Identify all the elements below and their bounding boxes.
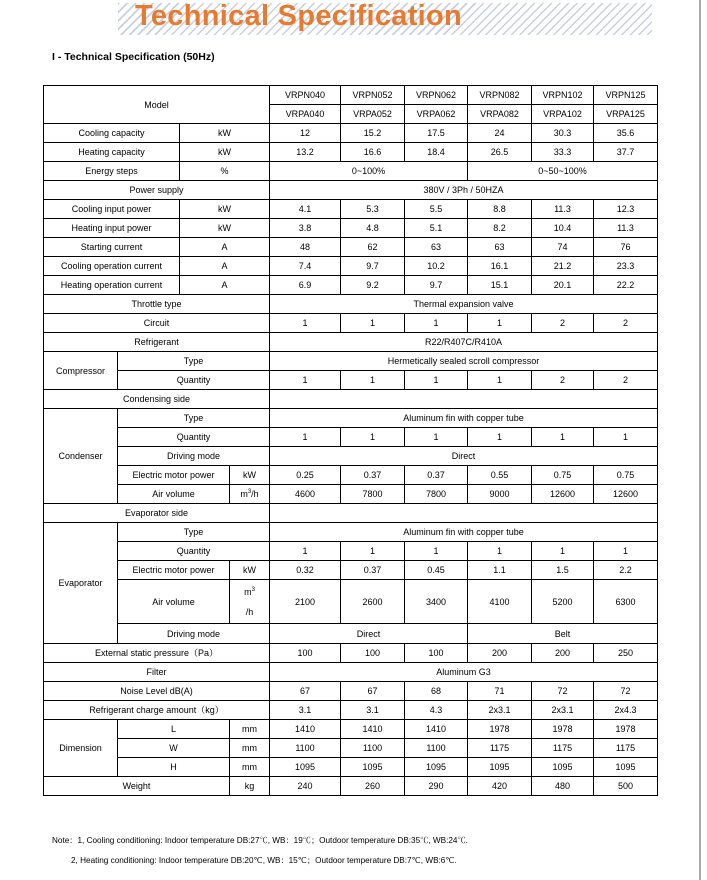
row-label: H	[118, 758, 230, 777]
model-name-cell: VRPN102	[532, 86, 594, 105]
value-cell: 290	[405, 777, 468, 796]
value-cell: 35.6	[594, 124, 658, 143]
value-cell: 9.7	[341, 257, 405, 276]
value-cell: 2600	[341, 580, 405, 624]
table-row	[44, 314, 658, 333]
row-label: Cooling operation current	[44, 257, 180, 276]
model-name-cell: VRPN082	[468, 86, 532, 105]
model-name-cell: VRPA062	[405, 105, 468, 124]
row-label: Quantity	[118, 371, 270, 390]
spec-cell: Aluminum fin with copper tube	[270, 409, 658, 428]
value-cell: 8.2	[468, 219, 532, 238]
row-label: Refrigerant charge amount（kg）	[44, 701, 270, 720]
value-cell: 5.1	[405, 219, 468, 238]
value-cell: 4.1	[270, 200, 341, 219]
spec-cell: R22/R407C/R410A	[270, 333, 658, 352]
table-row	[44, 663, 658, 682]
value-cell: 11.3	[532, 200, 594, 219]
value-cell: 4.8	[341, 219, 405, 238]
value-cell: 0.37	[341, 466, 405, 485]
value-cell: 100	[341, 644, 405, 663]
value-cell: 1978	[594, 720, 658, 739]
value-cell: 1	[468, 542, 532, 561]
table-row	[44, 390, 658, 409]
model-name-cell: VRPA082	[468, 105, 532, 124]
unit-rest: /h	[251, 489, 259, 499]
table-row	[44, 143, 658, 162]
value-cell: 2x3.1	[532, 701, 594, 720]
table-row	[44, 561, 658, 580]
value-cell: 48	[270, 238, 341, 257]
spec-cell: Hermetically sealed scroll compressor	[270, 352, 658, 371]
value-cell: 68	[405, 682, 468, 701]
value-cell: 2	[532, 371, 594, 390]
value-cell: 7.4	[270, 257, 341, 276]
row-label: Circuit	[44, 314, 270, 333]
table-row	[44, 295, 658, 314]
value-cell: 1095	[341, 758, 405, 777]
value-cell: 1	[341, 371, 405, 390]
value-cell: 26.5	[468, 143, 532, 162]
value-cell: 1175	[468, 739, 532, 758]
section-label: Evaporator side	[44, 504, 270, 523]
value-cell: 13.2	[270, 143, 341, 162]
value-cell: 1	[270, 314, 341, 333]
table-row	[44, 644, 658, 663]
model-header: Model	[44, 86, 270, 124]
row-label: Electric motor power	[118, 466, 230, 485]
note-line-1: Note：1, Cooling conditioning: Indoor temperature DB:27℃, WB：19℃；Outdoor temperature DB:35℃, WB:24℃.	[52, 836, 468, 845]
value-cell: 74	[532, 238, 594, 257]
row-label: Weight	[44, 777, 230, 796]
value-cell: 1	[405, 314, 468, 333]
value-cell: 5.5	[405, 200, 468, 219]
value-cell: 9.2	[341, 276, 405, 295]
table-row	[44, 428, 658, 447]
row-label: Noise Level dB(A)	[44, 682, 270, 701]
section-subtitle: I - Technical Specification (50Hz)	[52, 51, 215, 63]
row-label: Type	[118, 352, 270, 371]
value-cell: 20.1	[532, 276, 594, 295]
value-cell: 4100	[468, 580, 532, 624]
value-cell: 12600	[532, 485, 594, 504]
value-cell: 1095	[532, 758, 594, 777]
model-name-cell: VRPN052	[341, 86, 405, 105]
unit-base: m	[244, 586, 252, 597]
value-cell: 1095	[594, 758, 658, 777]
unit-cell: kW	[180, 200, 270, 219]
table-row	[44, 777, 658, 796]
value-cell: 200	[468, 644, 532, 663]
value-cell: 1	[270, 428, 341, 447]
value-cell: 23.3	[594, 257, 658, 276]
note-line-2: 2, Heating conditioning: Indoor temperature DB:20℃, WB：15℃；Outdoor temperature DB:7℃, WB:6℃.	[71, 856, 457, 865]
value-cell: 63	[405, 238, 468, 257]
spec-cell: 0~50~100%	[468, 162, 658, 181]
value-cell: 2	[594, 314, 658, 333]
value-cell: 37.7	[594, 143, 658, 162]
model-name-cell: VRPN062	[405, 86, 468, 105]
unit-cell: kW	[230, 561, 270, 580]
row-label: Cooling capacity	[44, 124, 180, 143]
value-cell: 10.2	[405, 257, 468, 276]
table-row	[44, 257, 658, 276]
value-cell: 1410	[405, 720, 468, 739]
unit-cell: kW	[230, 466, 270, 485]
table-row	[44, 181, 658, 200]
value-cell: 6300	[594, 580, 658, 624]
value-cell: 1100	[405, 739, 468, 758]
table-row	[44, 523, 658, 542]
row-label: Cooling input power	[44, 200, 180, 219]
value-cell: 24	[468, 124, 532, 143]
table-row	[44, 580, 658, 624]
value-cell: 2	[594, 371, 658, 390]
value-cell: 8.8	[468, 200, 532, 219]
table-row	[44, 352, 658, 371]
value-cell: 1	[405, 371, 468, 390]
row-label: Heating capacity	[44, 143, 180, 162]
value-cell: 1.5	[532, 561, 594, 580]
page-edge-rule	[699, 0, 701, 880]
unit-cell: kW	[180, 219, 270, 238]
value-cell: 0.32	[270, 561, 341, 580]
unit-cell	[230, 485, 270, 504]
table-row	[44, 542, 658, 561]
value-cell: 0.37	[405, 466, 468, 485]
value-cell: 9.7	[405, 276, 468, 295]
value-cell: 0.45	[405, 561, 468, 580]
model-name-cell: VRPN125	[594, 86, 658, 105]
value-cell: 1	[468, 371, 532, 390]
value-cell: 3.1	[270, 701, 341, 720]
table-row	[44, 333, 658, 352]
value-cell: 1	[594, 428, 658, 447]
table-row	[44, 504, 658, 523]
value-cell: 100	[270, 644, 341, 663]
value-cell: 1	[532, 542, 594, 561]
value-cell: 67	[270, 682, 341, 701]
value-cell: 1100	[270, 739, 341, 758]
value-cell: 12.3	[594, 200, 658, 219]
table-row	[44, 485, 658, 504]
table-row	[44, 701, 658, 720]
row-label: Power supply	[44, 181, 270, 200]
value-cell: 15.2	[341, 124, 405, 143]
table-row	[44, 758, 658, 777]
value-cell: 1978	[532, 720, 594, 739]
value-cell: 72	[594, 682, 658, 701]
spec-cell: Aluminum G3	[270, 663, 658, 682]
unit-cell: A	[180, 238, 270, 257]
unit-rest: /h	[245, 606, 254, 617]
row-label: Quantity	[118, 542, 270, 561]
value-cell: 200	[532, 644, 594, 663]
row-label: Air volume	[118, 580, 230, 624]
value-cell: 260	[341, 777, 405, 796]
row-label: Driving mode	[118, 624, 270, 644]
value-cell: 62	[341, 238, 405, 257]
value-cell: 1	[341, 428, 405, 447]
value-cell: 11.3	[594, 219, 658, 238]
value-cell: 3400	[405, 580, 468, 624]
table-row	[44, 371, 658, 390]
spec-cell: Aluminum fin with copper tube	[270, 523, 658, 542]
value-cell: 1	[270, 371, 341, 390]
row-label: Starting current	[44, 238, 180, 257]
value-cell: 72	[532, 682, 594, 701]
value-cell: 3.8	[270, 219, 341, 238]
spec-cell: 380V / 3Ph / 50HZA	[270, 181, 658, 200]
row-label: W	[118, 739, 230, 758]
value-cell: 0.75	[594, 466, 658, 485]
value-cell: 7800	[405, 485, 468, 504]
group-label: Compressor	[44, 352, 118, 390]
value-cell: 17.5	[405, 124, 468, 143]
value-cell: 250	[594, 644, 658, 663]
value-cell: 480	[532, 777, 594, 796]
value-cell: 33.3	[532, 143, 594, 162]
unit-base: m	[240, 489, 248, 499]
unit-cell: A	[180, 257, 270, 276]
value-cell: 63	[468, 238, 532, 257]
value-cell: 16.1	[468, 257, 532, 276]
value-cell: 2x4.3	[594, 701, 658, 720]
table-row	[44, 409, 658, 428]
table-row	[44, 219, 658, 238]
value-cell: 1095	[405, 758, 468, 777]
unit-exponent: 3	[247, 489, 252, 495]
value-cell: 71	[468, 682, 532, 701]
table-row	[44, 200, 658, 219]
table-row	[44, 466, 658, 485]
value-cell: 7800	[341, 485, 405, 504]
group-label: Evaporator	[44, 523, 118, 644]
unit-cell: mm	[230, 758, 270, 777]
section-label: Condensing side	[44, 390, 270, 409]
row-label: Energy steps	[44, 162, 180, 181]
value-cell: 1	[405, 428, 468, 447]
value-cell: 100	[405, 644, 468, 663]
spec-table	[43, 85, 658, 796]
model-name-cell: VRPA052	[341, 105, 405, 124]
spec-table-body	[44, 86, 658, 796]
value-cell: 1	[468, 428, 532, 447]
unit-cell	[230, 580, 270, 624]
value-cell: 12600	[594, 485, 658, 504]
value-cell: 6.9	[270, 276, 341, 295]
unit-cell: %	[180, 162, 270, 181]
row-label: Heating input power	[44, 219, 180, 238]
value-cell: 500	[594, 777, 658, 796]
value-cell: 2100	[270, 580, 341, 624]
value-cell: 1	[341, 314, 405, 333]
page-title: Technical Specification	[135, 0, 463, 32]
model-name-cell: VRPA040	[270, 105, 341, 124]
row-label: Air volume	[118, 485, 230, 504]
value-cell: 9000	[468, 485, 532, 504]
table-row	[44, 124, 658, 143]
value-cell: 1	[594, 542, 658, 561]
group-label: Condenser	[44, 409, 118, 504]
empty-cell	[270, 390, 658, 409]
row-label: Type	[118, 409, 270, 428]
group-label: Dimension	[44, 720, 118, 777]
unit-exponent: 3	[251, 586, 255, 593]
value-cell: 67	[341, 682, 405, 701]
table-row	[44, 739, 658, 758]
model-name-cell: VRPN040	[270, 86, 341, 105]
value-cell: 0.75	[532, 466, 594, 485]
row-label: Throttle type	[44, 295, 270, 314]
value-cell: 1	[532, 428, 594, 447]
unit-cell: A	[180, 276, 270, 295]
value-cell: 1100	[341, 739, 405, 758]
unit-cell: kg	[230, 777, 270, 796]
value-cell: 3.1	[341, 701, 405, 720]
value-cell: 2.2	[594, 561, 658, 580]
value-cell: 1095	[468, 758, 532, 777]
spec-cell: Direct	[270, 447, 658, 466]
value-cell: 1410	[270, 720, 341, 739]
spec-cell: Direct	[270, 624, 468, 644]
value-cell: 16.6	[341, 143, 405, 162]
value-cell: 22.2	[594, 276, 658, 295]
value-cell: 4600	[270, 485, 341, 504]
table-row	[44, 162, 658, 181]
value-cell: 1175	[532, 739, 594, 758]
value-cell: 12	[270, 124, 341, 143]
value-cell: 18.4	[405, 143, 468, 162]
table-row	[44, 86, 658, 105]
value-cell: 0.25	[270, 466, 341, 485]
value-cell: 1.1	[468, 561, 532, 580]
row-label: Refrigerant	[44, 333, 270, 352]
unit-cell: mm	[230, 739, 270, 758]
model-name-cell: VRPA125	[594, 105, 658, 124]
value-cell: 1978	[468, 720, 532, 739]
value-cell: 21.2	[532, 257, 594, 276]
value-cell: 1095	[270, 758, 341, 777]
row-label: Heating operation current	[44, 276, 180, 295]
value-cell: 0.55	[468, 466, 532, 485]
row-label: Driving mode	[118, 447, 270, 466]
row-label: Electric motor power	[118, 561, 230, 580]
row-label: Type	[118, 523, 270, 542]
spec-cell: 0~100%	[270, 162, 468, 181]
value-cell: 15.1	[468, 276, 532, 295]
value-cell: 1	[341, 542, 405, 561]
unit-cell: mm	[230, 720, 270, 739]
row-label: External static pressure（Pa）	[44, 644, 270, 663]
table-row	[44, 238, 658, 257]
table-row	[44, 276, 658, 295]
row-label: Filter	[44, 663, 270, 682]
table-row	[44, 624, 658, 644]
value-cell: 10.4	[532, 219, 594, 238]
value-cell: 1	[405, 542, 468, 561]
spec-cell: Thermal expansion valve	[270, 295, 658, 314]
unit-cell: kW	[180, 143, 270, 162]
value-cell: 1	[270, 542, 341, 561]
model-name-cell: VRPA102	[532, 105, 594, 124]
value-cell: 2x3.1	[468, 701, 532, 720]
value-cell: 76	[594, 238, 658, 257]
value-cell: 30.3	[532, 124, 594, 143]
spec-cell: Belt	[468, 624, 658, 644]
value-cell: 4.3	[405, 701, 468, 720]
value-cell: 5200	[532, 580, 594, 624]
table-row	[44, 447, 658, 466]
value-cell: 2	[532, 314, 594, 333]
value-cell: 1175	[594, 739, 658, 758]
empty-cell	[270, 504, 658, 523]
table-row	[44, 682, 658, 701]
value-cell: 1	[468, 314, 532, 333]
row-label: Quantity	[118, 428, 270, 447]
unit-cell: kW	[180, 124, 270, 143]
value-cell: 1410	[341, 720, 405, 739]
value-cell: 420	[468, 777, 532, 796]
value-cell: 240	[270, 777, 341, 796]
row-label: L	[118, 720, 230, 739]
value-cell: 0.37	[341, 561, 405, 580]
value-cell: 5.3	[341, 200, 405, 219]
table-row	[44, 720, 658, 739]
